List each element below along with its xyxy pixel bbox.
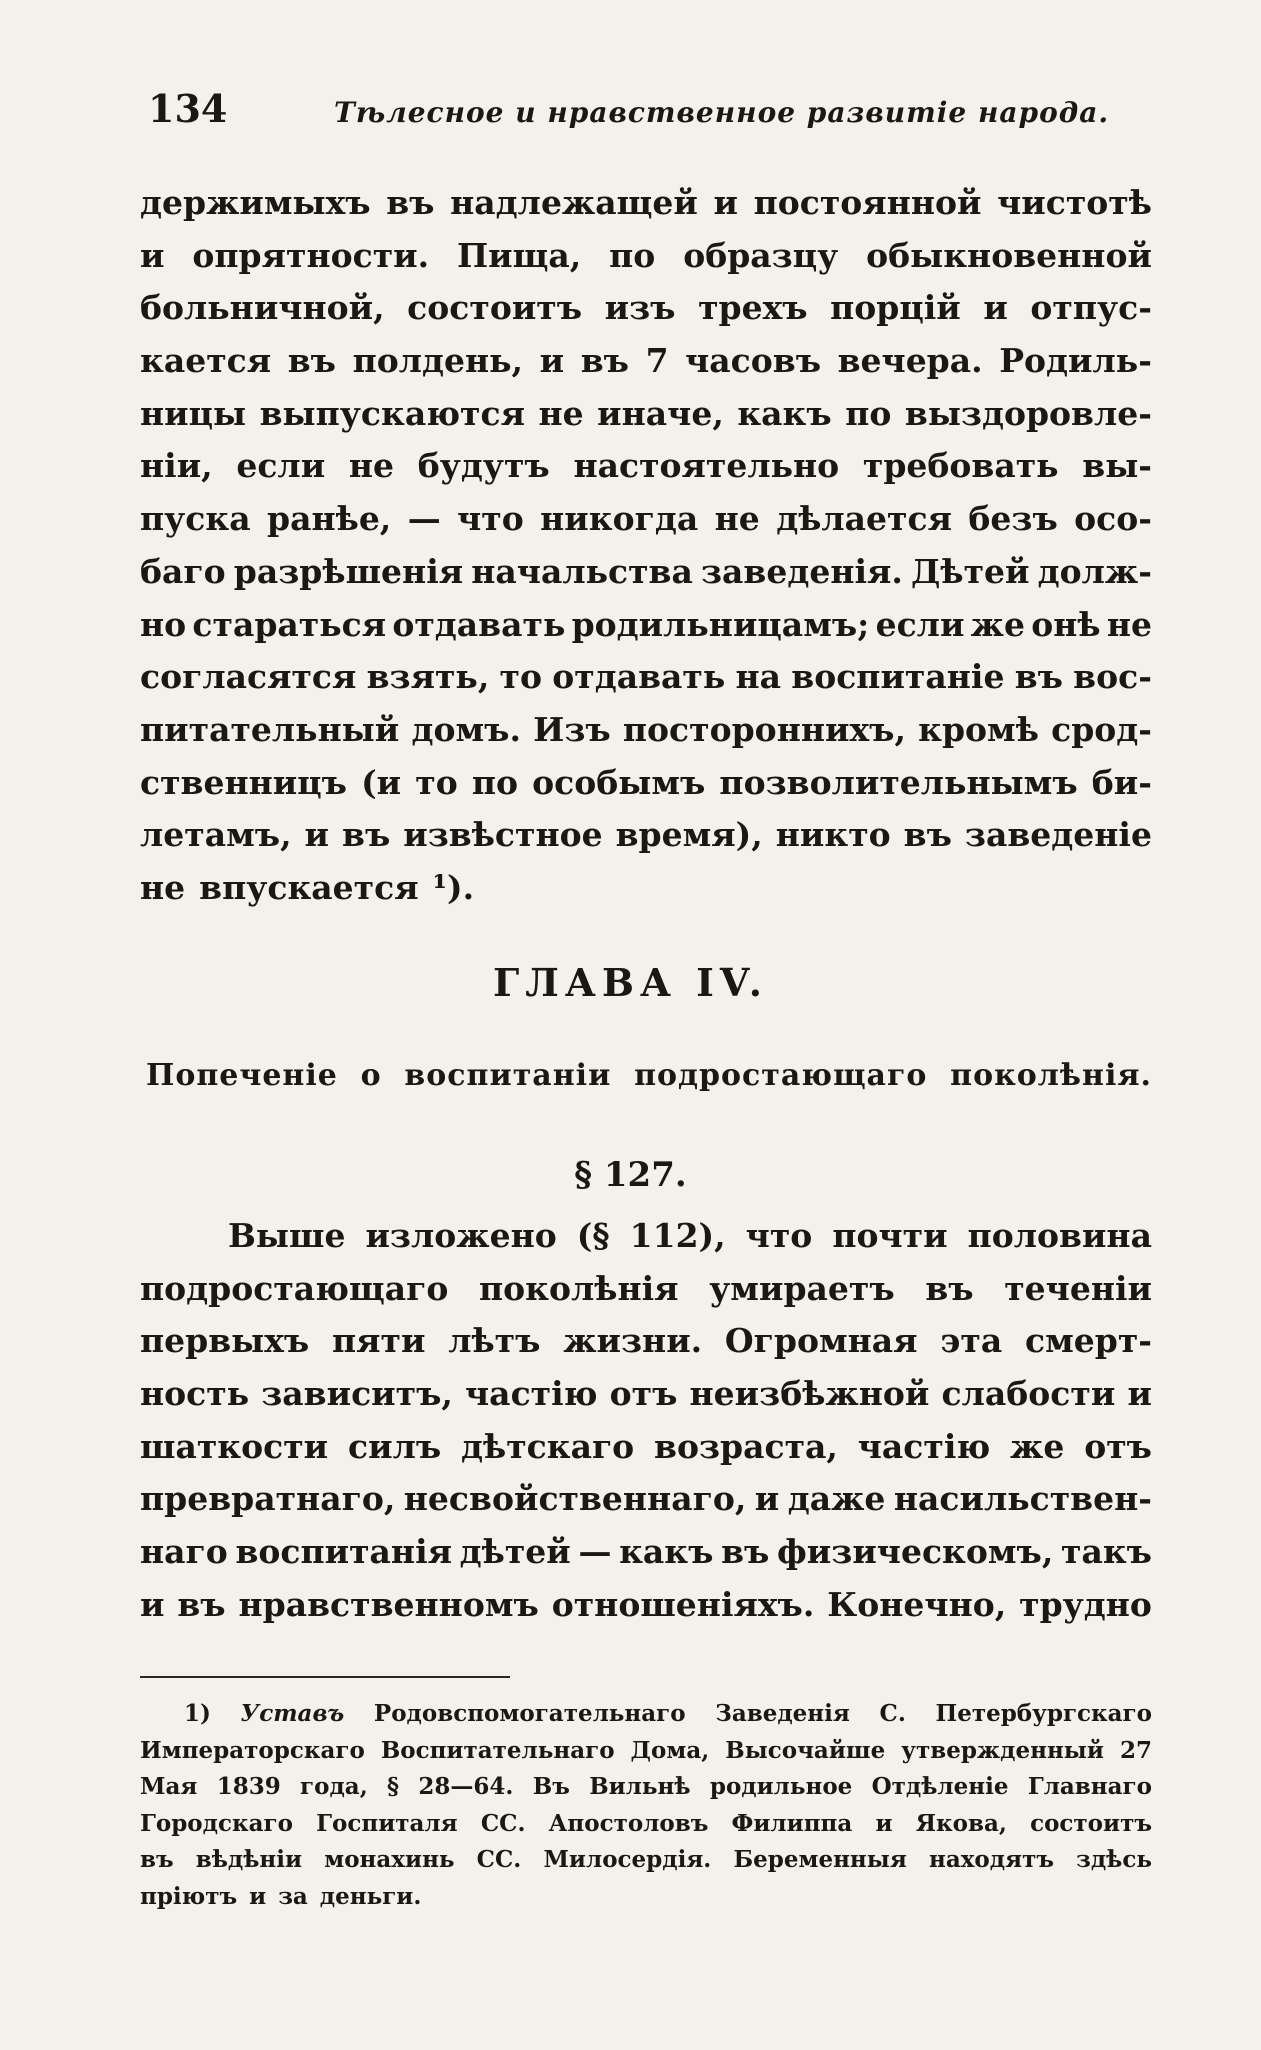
text-line: первыхъ пяти лѣтъ жизни. Огромная эта смерт- [140, 1321, 1152, 1361]
text-line: баго разрѣшенія начальства заведенія. Дѣтей долж- [140, 551, 1152, 591]
footnotes [140, 1700, 1152, 1919]
footnote-line: Городскаго Госпиталя СС. Апостоловъ Филиппа и Якова, состоитъ [140, 1809, 1152, 1837]
chapter-title: ГЛАВА IV. [493, 960, 768, 1005]
section-heading: Попеченіе о воспитаніи подростающаго поколѣнія. [146, 1058, 1152, 1093]
text-line: превратнаго, несвойственнаго, и даже насильствен- [140, 1479, 1152, 1519]
text-line: питательный домъ. Изъ постороннихъ, кромѣ срод- [140, 709, 1152, 749]
text-line: Выше изложено (§ 112), что почти половина [228, 1216, 1152, 1255]
text-line: и въ нравственномъ отношеніяхъ. Конечно, трудно [140, 1584, 1152, 1624]
footnote-line: пріютъ и за деньги. [140, 1882, 422, 1910]
footnote-divider [140, 1676, 510, 1678]
text-line: ственницъ (и то по особымъ позволительнымъ би- [140, 762, 1152, 802]
text-line: кается въ полдень, и въ 7 часовъ вечера. Родиль- [140, 341, 1152, 381]
text-line: больничной, состоитъ изъ трехъ порцій и отпус- [140, 288, 1152, 328]
footnote-line: Мая 1839 года, § 28—64. Въ Вильнѣ родильное Отдѣленіе Главнаго [140, 1773, 1152, 1800]
text-line: и опрятности. Пища, по образцу обыкновенной [140, 235, 1152, 275]
paragraph-number: § 127. [574, 1155, 687, 1195]
text-line: подростающаго поколѣнія умираетъ въ теченіи [140, 1268, 1152, 1308]
text-line: ницы выпускаются не иначе, какъ по выздоровле- [140, 393, 1152, 433]
text-line: ніи, если не будутъ настоятельно требовать вы- [140, 446, 1152, 486]
text-block-1 [140, 183, 1152, 921]
page-header [148, 86, 1148, 136]
text-line: но стараться отдавать родильницамъ; если же онѣ не [140, 604, 1152, 644]
text-block-2 [140, 1216, 1152, 1638]
text-line: согласятся взять, то отдавать на воспитаніе въ вос- [140, 657, 1152, 697]
footnote-marker: 1) [184, 1700, 211, 1727]
footnote-line: Императорскаго Воспитательнаго Дома, Высочайше утвержденный 27 [140, 1736, 1152, 1764]
text-line: шаткости силъ дѣтскаго возраста, частію же отъ [140, 1426, 1152, 1466]
text-line: наго воспитанія дѣтей — какъ въ физическомъ, такъ [140, 1532, 1152, 1572]
footnote-source: Уставъ [240, 1700, 345, 1727]
text-line: летамъ, и въ извѣстное время), никто въ заведеніе [140, 815, 1152, 855]
text-line: держимыхъ въ надлежащей и постоянной чистотѣ [140, 183, 1152, 222]
page-number: 134 [148, 86, 228, 131]
text-line: ность зависитъ, частію отъ неизбѣжной слабости и [140, 1374, 1152, 1414]
running-title: Тѣлесное и нравственное развитіе народа. [334, 96, 1110, 129]
text-line: пуска ранѣе, — что никогда не дѣлается безъ осо- [140, 499, 1152, 539]
text-line: не впускается ¹). [140, 867, 475, 907]
footnote-line: въ вѣдѣніи монахинь СС. Милосердія. Беременныя находятъ здѣсь [140, 1846, 1152, 1873]
footnote-line: 1) Уставъ Родовспомогательнаго Заведенія С. Петербургскаго [184, 1700, 1152, 1727]
